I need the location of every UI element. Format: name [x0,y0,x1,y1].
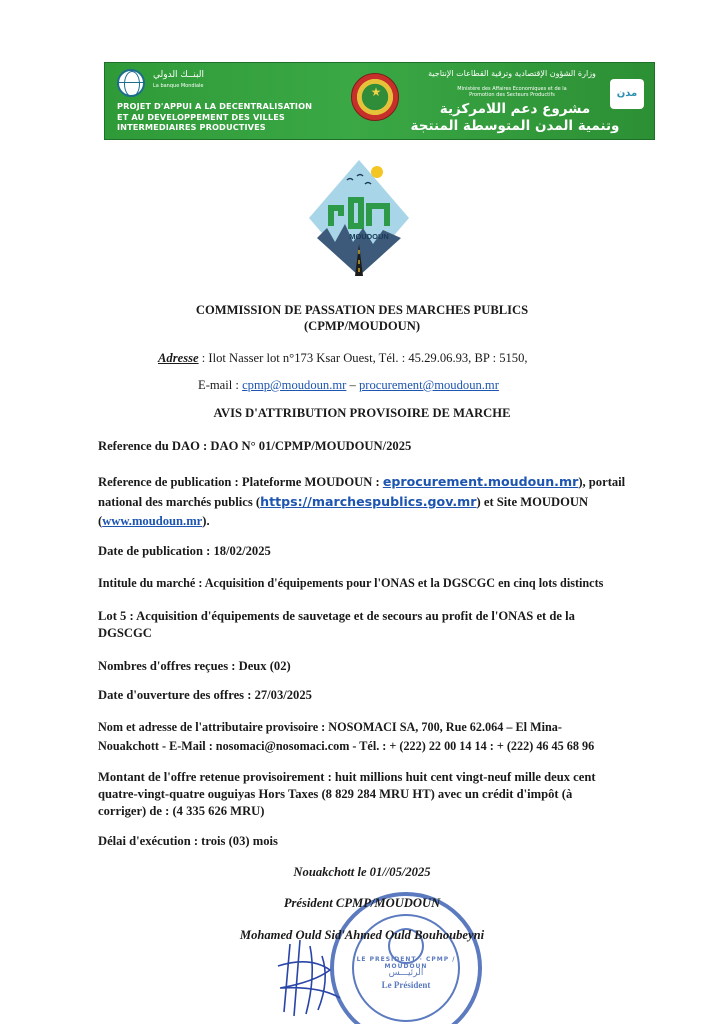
awardee-line1: Nom et adresse de l'attributaire provisoire : NOSOMACI SA, 700, Rue 62.064 – El Mina- [98,720,562,734]
handwritten-signature [270,936,360,1020]
emblem-star-icon: ★ [370,85,382,99]
national-emblem-icon [351,73,399,121]
marchespublics-link[interactable]: https://marchespublics.gov.mr [260,494,477,509]
moudoun-site-link[interactable]: www.moudoun.mr [102,514,203,528]
world-bank-globe-icon [117,69,145,97]
amount-line1: Montant de l'offre retenue provisoirement : huit millions huit cent vingt-neuf mille deux cent [98,770,596,784]
email-label: E-mail : [198,378,243,392]
execution-delay: Délai d'exécution : trois (03) mois [98,834,278,848]
stamp-title-ar: الرئيـــس [388,968,424,978]
opening-date: Date d'ouverture des offres : 27/03/2025 [98,688,312,702]
signatory-name: Mohamed Ould Sid'Ahmed Ould Bouhoubeyni [239,928,485,942]
publication-reference-label: Reference de publication : Plateforme MOUDOUN : [98,475,383,489]
contract-title: Intitule du marché : Acquisition d'équipements pour l'ONAS et la DGSCGC en cinq lots distincts [98,576,604,590]
publication-reference-line1 [98,474,625,490]
notice-title: AVIS D'ATTRIBUTION PROVISOIRE DE MARCHE [213,406,511,420]
eprocurement-link[interactable]: eprocurement.moudoun.mr [382,474,579,489]
amount-line3: corriger) de : (4 335 626 MRU) [98,804,265,818]
email-separator: – [346,378,359,392]
publication-reference-after1: ), portail [578,475,626,489]
project-name-fr-line2: ET AU DEVELOPPEMENT DES VILLES [117,111,285,122]
dao-reference: Reference du DAO : DAO N° 01/CPMP/MOUDOUN/2025 [98,439,412,453]
email-link-cpmp[interactable]: cpmp@moudoun.mr [242,378,347,392]
ministry-name-fr-line1: Ministère des Affaires Economiques et de la [457,86,567,92]
email-link-procurement[interactable]: procurement@moudoun.mr [358,378,499,392]
publication-reference-line2 [98,494,588,510]
commission-short: (CPMP/MOUDOUN) [303,319,421,333]
moudoun-logo [307,158,411,284]
amount-line2: quatre-vingt-quatre ouguiyas Hors Taxes (8 829 284 MRU HT) avec un crédit d'impôt (à [98,787,573,801]
logo-wordmark: MOUDOUN [349,232,389,241]
project-name-ar-line1: مشروع دعم اللامركزية [439,101,591,117]
project-name-ar [405,101,625,135]
publication-date: Date de publication : 18/02/2025 [98,544,271,558]
logo-sun-icon [371,166,383,178]
lot-description-line2: DGSCGC [98,626,152,640]
commission-title: COMMISSION DE PASSATION DES MARCHES PUBLICS [195,303,529,317]
publication-reference-line3-b: ). [202,514,210,528]
ministry-name-fr [407,86,617,98]
address-label: Adresse [158,351,199,365]
place-and-date: Nouakchott le 01//05/2025 [293,865,431,879]
awardee-line2: Nouakchott - E-Mail : nosomaci@nosomaci.com - Tél. : + (222) 22 00 14 14 : + (222) 46 45 68 96 [98,739,595,753]
project-name-ar-line2: وتنمية المدن المتوسطة المنتجة [410,118,620,134]
stamp-ring-text: LE PRESIDENT · CPMP / MOUDOUN [356,956,456,970]
publication-reference-line3-a: ( [98,514,103,528]
ministry-name-fr-line2: Promotion des Secteurs Productifs [469,92,555,98]
publication-reference-line2-a: national des marchés publics ( [98,495,261,509]
signatory-role: Président CPMP/MOUDOUN [283,896,441,910]
ministry-name-ar: وزارة الشؤون الإقتصادية وترقية القطاعات الإنتاجية [428,69,596,78]
stamp-title-fr: Le Président [381,980,431,990]
header-banner [104,62,655,140]
moudoun-small-logo: مدن [610,79,644,109]
project-name-fr-line1: PROJET D'APPUI A LA DECENTRALISATION [117,101,313,111]
moudoun-logo-graphic [307,158,411,284]
email-line [198,378,499,393]
publication-reference-line3 [98,514,210,529]
project-name-fr-line3: INTERMEDIAIRES PRODUCTIVES [117,122,266,132]
project-name-fr [117,101,347,133]
world-bank-name-fr: La banque Mondiale [153,83,204,89]
lot-description-line1: Lot 5 : Acquisition d'équipements de sauvetage et de secours au profit de l'ONAS et de la [98,609,575,623]
offers-received: Nombres d'offres reçues : Deux (02) [98,659,291,673]
world-bank-name-ar: البنــك الدولي [153,70,204,80]
publication-reference-line2-b: ) et Site MOUDOUN [476,495,589,509]
address-value: : Ilot Nasser lot n°173 Ksar Ouest, Tél. : 45.29.06.93, BP : 5150, [198,351,528,365]
address-line [158,351,528,366]
